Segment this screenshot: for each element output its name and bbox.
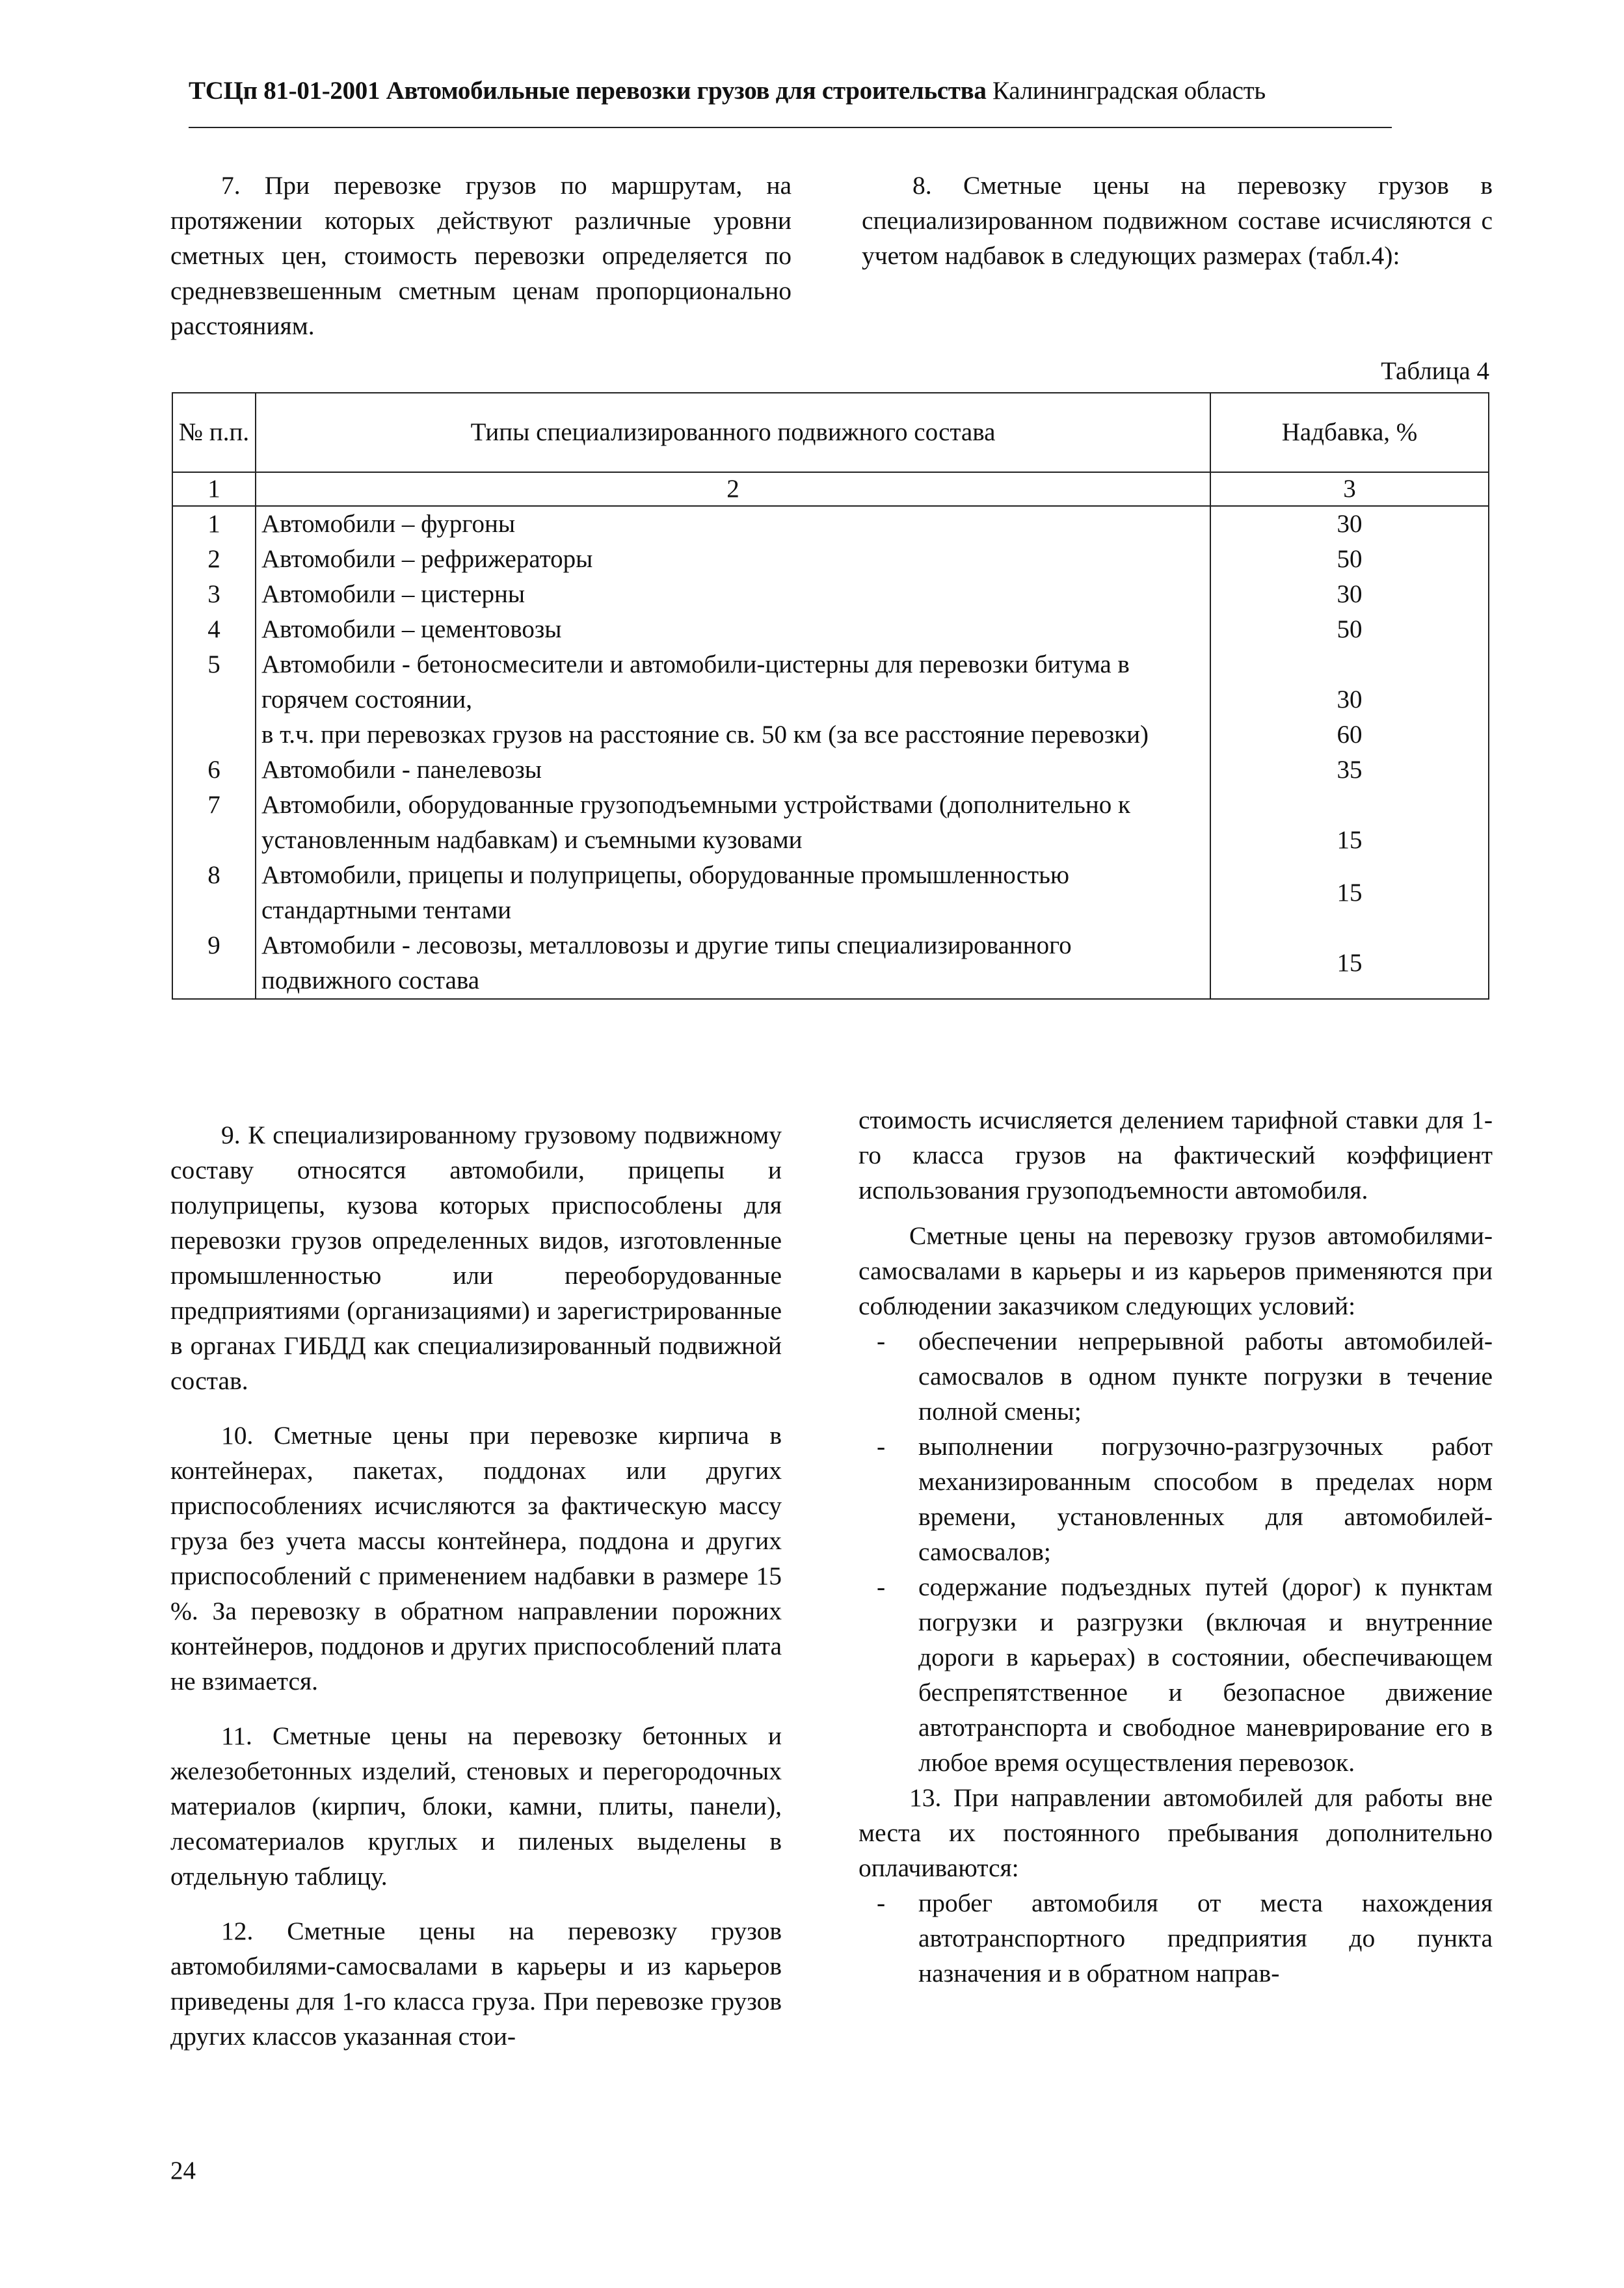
table-column-numbers	[172, 472, 1489, 506]
list-item: - содержание подъездных путей (дорог) к пунктам погрузки и разгрузки (включая и внутренние дороги в карьерах) в состоянии, обеспечивающем беспрепятственное и безопасное движение автотранспорта и свободное маневрирование его в любое время осуществления перевозок.	[859, 1569, 1493, 1780]
paragraph-10: 10. Сметные цены при перевозке кирпича в контейнерах, пакетах, поддонах или других приспособлениях исчисляются за фактическую массу груза без учета массы контейнера, поддона и других приспособлений с применением надбавки в размере 15 %. За перевозку в обратном направлении порожних контейнеров, поддонов и других приспособлений плата не взимается.	[170, 1421, 782, 1696]
column-number-3: 3	[1210, 472, 1489, 506]
paragraph-7: 7. При перевозке грузов по маршрутам, на протяжении которых действуют различные уровни сметных цен, стоимость перевозки определяется по средневзвешенным сметным ценам пропорционально расстояниям.	[170, 171, 792, 340]
table-caption: Таблица 4	[1381, 357, 1489, 385]
row-type: Автомобили – фургоны	[261, 510, 516, 538]
paragraph-13: 13. При направлении автомобилей для работы вне места их постоянного пребывания дополнительно оплачиваются:	[859, 1783, 1493, 1882]
row-type: Автомобили, прицепы и полуприцепы, оборудованные промышленностью стандартными тентами	[261, 861, 1070, 924]
row-type: Автомобили – цистерны	[261, 580, 526, 608]
conditions-list	[859, 1324, 1493, 1780]
row-surcharge: 50	[1210, 542, 1489, 577]
running-header	[189, 77, 1392, 106]
header-region: Калининградская область	[992, 77, 1266, 105]
header-document-title: ТСЦп 81-01-2001 Автомобильные перевозки грузов для строительства	[189, 77, 987, 105]
table-row	[172, 858, 1489, 928]
table-row	[172, 577, 1489, 612]
table-row	[172, 612, 1489, 647]
row-number: 3	[172, 577, 256, 612]
list-item: - пробег автомобиля от места нахождения автотранспортного предприятия до пункта назначения и в обратном направ-	[859, 1885, 1493, 1991]
column-number-1: 1	[172, 472, 256, 506]
table-row	[172, 542, 1489, 577]
row-type: в т.ч. при перевозках грузов на расстояние св. 50 км (за все расстояние перевозки)	[261, 721, 1149, 749]
intro-left-column	[170, 168, 792, 343]
table-row	[172, 717, 1489, 752]
paragraph-11: 11. Сметные цены на перевозку бетонных и железобетонных изделий, стеновых и перегородочных материалов (кирпич, блоки, камни, плиты, панели), лесоматериалов круглых и пиленых выделены в отдельную таблицу.	[170, 1722, 782, 1891]
row-surcharge: 60	[1210, 717, 1489, 752]
row-type: Автомобили - панелевозы	[261, 756, 542, 784]
row-number: 6	[172, 752, 256, 788]
paragraph-12: 12. Сметные цены на перевозку грузов автомобилями-самосвалами в карьеры и из карьеров приведены для 1-го класса груза. При перевозке грузов других классов указанная стои-	[170, 1917, 782, 2051]
table-row	[172, 788, 1489, 858]
page-number: 24	[170, 2157, 196, 2185]
list-item: - выполнении погрузочно-разгрузочных работ механизированным способом в пределах норм времени, установленных для автомобилей-самосвалов;	[859, 1429, 1493, 1569]
row-surcharge: 15	[1210, 788, 1489, 858]
row-surcharge: 30	[1210, 506, 1489, 542]
row-type: Автомобили - лесовозы, металловозы и другие типы специализированного подвижного состава	[256, 928, 1210, 999]
row-number: 1	[172, 506, 256, 542]
paragraph-9: 9. К специализированному грузовому подвижному составу относятся автомобили, прицепы и полуприцепы, кузова которых приспособлены для перевозки грузов определенных видов, изготовленные промышленностью или переоборудованные предприятиями (организациями) и зарегистрированные в органах ГИБДД как специализированный подвижной состав.	[170, 1121, 782, 1395]
row-surcharge: 50	[1210, 612, 1489, 647]
table-header-row	[172, 393, 1489, 472]
table-row	[172, 928, 1489, 999]
surcharge-table	[172, 392, 1489, 1000]
list-item: - обеспечении непрерывной работы автомобилей-самосвалов в одном пункте погрузки в течение полной смены;	[859, 1324, 1493, 1429]
header-surcharge: Надбавка, %	[1210, 393, 1489, 472]
left-column	[170, 1117, 782, 2054]
column-number-2: 2	[256, 472, 1210, 506]
row-number	[172, 717, 256, 752]
row-surcharge: 15	[1210, 928, 1489, 999]
right-column	[859, 1102, 1493, 1991]
table-row	[172, 752, 1489, 788]
row-number: 4	[172, 612, 256, 647]
paragraph-8: 8. Сметные цены на перевозку грузов в специализированном подвижном составе исчисляются с учетом надбавок в следующих размерах (табл.4):	[862, 171, 1493, 270]
row-number: 8	[172, 858, 256, 928]
paragraph-12-continued: стоимость исчисляется делением тарифной ставки для 1-го класса грузов на фактический коэффициент использования грузоподъемности автомобиля.	[859, 1106, 1493, 1204]
intro-right-column	[862, 168, 1493, 273]
row-number: 2	[172, 542, 256, 577]
table-row	[172, 506, 1489, 542]
payments-list	[859, 1885, 1493, 1991]
row-number: 9	[172, 928, 256, 999]
row-number: 7	[172, 788, 256, 858]
header-number-label: № п.п.	[178, 418, 250, 446]
row-surcharge: 30	[1210, 647, 1489, 717]
row-number: 5	[172, 647, 256, 717]
header-divider	[189, 127, 1392, 128]
row-type: Автомобили – рефрижераторы	[261, 545, 593, 573]
table-row	[172, 647, 1489, 717]
row-type: Автомобили, оборудованные грузоподъемными устройствами (дополнительно к установленным надбавкам) и съемными кузовами	[261, 791, 1130, 854]
row-type: Автомобили - бетоносмесители и автомобили-цистерны для перевозки битума в горячем состоянии,	[261, 650, 1130, 713]
header-type: Типы специализированного подвижного состава	[256, 393, 1210, 472]
row-surcharge: 15	[1210, 858, 1489, 928]
row-surcharge: 30	[1210, 577, 1489, 612]
conditions-intro: Сметные цены на перевозку грузов автомобилями-самосвалами в карьеры и из карьеров применяются при соблюдении заказчиком следующих условий:	[859, 1221, 1493, 1320]
row-type: Автомобили – цементовозы	[261, 615, 562, 643]
header-number	[172, 393, 256, 472]
row-surcharge: 35	[1210, 752, 1489, 788]
